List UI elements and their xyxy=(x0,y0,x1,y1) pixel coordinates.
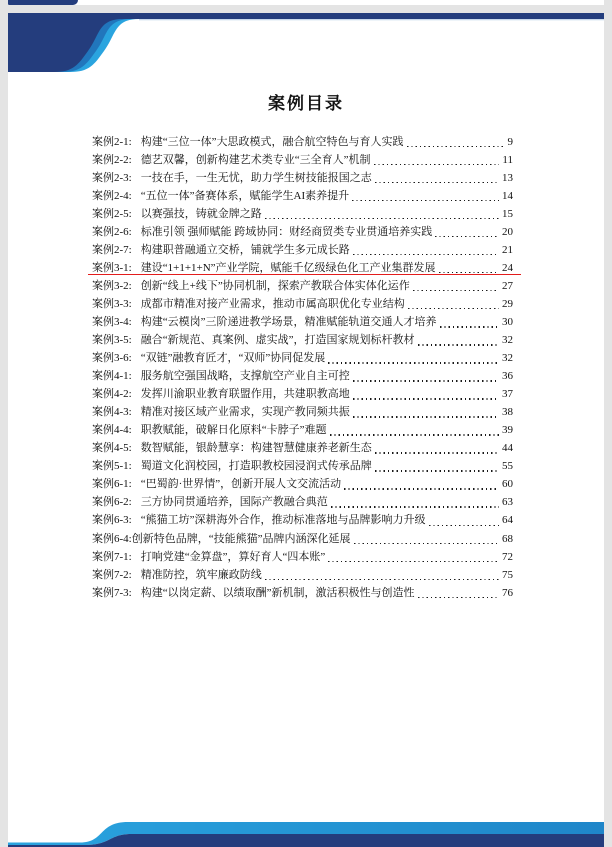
toc-row xyxy=(92,205,513,223)
toc-row-title: 发挥川渝职业教育联盟作用，共建职教高地 xyxy=(140,388,350,401)
leader-dots xyxy=(374,164,500,166)
toc-row xyxy=(92,259,513,277)
toc-row-label: 案例2-7: xyxy=(92,243,132,256)
toc-row-page-number: 55 xyxy=(502,460,513,473)
leader-dots xyxy=(439,272,499,274)
toc-row xyxy=(92,439,513,457)
toc-row-page-number: 39 xyxy=(502,424,513,437)
leader-dots xyxy=(413,290,499,292)
toc-row xyxy=(92,457,513,475)
leader-dots xyxy=(354,543,500,545)
toc-list xyxy=(92,133,513,602)
leader-dots xyxy=(407,146,505,148)
leader-dots xyxy=(330,434,500,436)
toc-row xyxy=(92,385,513,403)
toc-row-page-number: 27 xyxy=(502,279,513,292)
toc-row-label: 案例3-2: xyxy=(92,279,132,292)
toc-row-title: 打响党建“金算盘”，算好育人“四本账” xyxy=(140,550,326,563)
toc-row-label: 案例3-6: xyxy=(92,352,132,365)
leader-dots xyxy=(331,506,499,508)
toc-row-page-number: 9 xyxy=(507,135,513,148)
leader-dots xyxy=(353,398,499,400)
toc-row xyxy=(92,584,513,602)
toc-row-title: 德艺双馨，创新构建艺术类专业“三全育人”机制 xyxy=(140,153,371,166)
toc-row-page-number: 29 xyxy=(502,297,513,310)
toc-row-title: 成都市精准对接产业需求，推动市属高职优化专业结构 xyxy=(140,297,405,310)
toc-row-title: 融合“新规范、真案例、虚实战”，打造国家规划标杆教材 xyxy=(140,334,415,347)
toc-row-label: 案例2-6: xyxy=(92,225,132,238)
previous-page-edge xyxy=(8,0,604,5)
document-page xyxy=(8,13,604,847)
toc-row-label: 案例3-4: xyxy=(92,315,132,328)
leader-dots xyxy=(375,182,499,184)
toc-row-page-number: 60 xyxy=(502,478,513,491)
toc-row-title: 构建“以岗定薪、以绩取酬”新机制，激活积极性与创造性 xyxy=(140,586,415,599)
toc-row-page-number: 75 xyxy=(502,568,513,581)
page-title: 案例目录 xyxy=(268,94,344,113)
toc-row-page-number: 72 xyxy=(502,550,513,563)
toc-row-title: “巴蜀韵·世界情”，创新开展人文交流活动 xyxy=(140,478,342,491)
toc-row-page-number: 38 xyxy=(502,406,513,419)
previous-page-footer-swoosh-tail xyxy=(8,0,78,5)
toc-row-page-number: 32 xyxy=(502,352,513,365)
toc-row-title: “五位一体”备赛体系，赋能学生AI素养提升 xyxy=(140,189,350,202)
toc-row-page-number: 63 xyxy=(502,496,513,509)
toc-row-label: 案例7-3: xyxy=(92,586,132,599)
toc-row xyxy=(92,493,513,511)
toc-row-title: 构建“云模岗”三阶递进教学场景，精准赋能轨道交通人才培养 xyxy=(140,315,437,328)
toc-row-page-number: 14 xyxy=(502,189,513,202)
toc-row-title: 创新特色品牌，“技能熊猫”品牌内涵深化延展 xyxy=(131,532,351,545)
toc-row xyxy=(92,511,513,529)
leader-dots xyxy=(440,326,500,328)
toc-row-label: 案例3-5: xyxy=(92,334,132,347)
leader-dots xyxy=(328,561,499,563)
toc-row-title: “熊猫工坊”深耕海外合作，推动标准落地与品牌影响力升级 xyxy=(140,514,426,527)
toc-row-label: 案例2-1: xyxy=(92,135,132,148)
toc-row-title: 数智赋能，银龄慧享：构建智慧健康养老新生态 xyxy=(140,442,372,455)
toc-row-page-number: 44 xyxy=(502,442,513,455)
toc-row-page-number: 11 xyxy=(502,153,513,166)
toc-row-title: 构建职普融通立交桥，铺就学生多元成长路 xyxy=(140,243,350,256)
toc-row xyxy=(92,349,513,367)
leader-dots xyxy=(344,488,499,490)
footer-swoosh xyxy=(8,821,604,847)
header-swoosh xyxy=(8,13,604,73)
toc-row xyxy=(92,223,513,241)
toc-row-label: 案例4-3: xyxy=(92,406,132,419)
toc-row xyxy=(92,367,513,385)
toc-row-page-number: 32 xyxy=(502,334,513,347)
leader-dots xyxy=(435,236,499,238)
toc-row-label: 案例7-2: xyxy=(92,568,132,581)
toc-row-title: 一技在手，一生无忧，助力学生树技能报国之志 xyxy=(140,171,372,184)
toc-row xyxy=(92,403,513,421)
leader-dots xyxy=(353,380,499,382)
leader-dots xyxy=(353,416,499,418)
toc-row xyxy=(92,421,513,439)
toc-row-title: 创新“线上+线下”协同机制，探索产教联合体实体化运作 xyxy=(140,279,410,292)
toc-row-page-number: 37 xyxy=(502,388,513,401)
toc-row xyxy=(92,313,513,331)
toc-row-label: 案例5-1: xyxy=(92,460,132,473)
toc-row-title: 服务航空强国战略，支撑航空产业自主可控 xyxy=(140,370,350,383)
toc-row-label: 案例3-3: xyxy=(92,297,132,310)
toc-row-title: 精准对接区域产业需求，实现产教同频共振 xyxy=(140,406,350,419)
toc-row-page-number: 15 xyxy=(502,207,513,220)
leader-dots xyxy=(408,308,499,310)
toc-row-title: 职教赋能，破解日化原料“卡脖子”难题 xyxy=(140,424,327,437)
toc-row-title: 精准防控，筑牢廉政防线 xyxy=(140,568,262,581)
toc-row-page-number: 36 xyxy=(502,370,513,383)
toc-row xyxy=(92,530,513,548)
leader-dots xyxy=(429,525,500,527)
toc-row xyxy=(92,295,513,313)
toc-row xyxy=(92,241,513,259)
toc-row-title: 标准引领 强师赋能 跨域协同：财经商贸类专业贯通培养实践 xyxy=(140,225,433,238)
toc-row-label: 案例2-4: xyxy=(92,189,132,202)
toc-row-page-number: 30 xyxy=(502,315,513,328)
leader-dots xyxy=(375,452,499,454)
leader-dots xyxy=(418,597,500,599)
toc-row-page-number: 64 xyxy=(502,514,513,527)
toc-row xyxy=(92,566,513,584)
toc-row xyxy=(92,187,513,205)
toc-row-page-number: 20 xyxy=(502,225,513,238)
toc-row xyxy=(92,133,513,151)
leader-dots xyxy=(352,200,499,202)
toc-row-label: 案例3-1: xyxy=(92,261,132,274)
toc-row-label: 案例2-3: xyxy=(92,171,132,184)
toc-row-page-number: 21 xyxy=(502,243,513,256)
leader-dots xyxy=(265,218,499,220)
leader-dots xyxy=(265,579,499,581)
leader-dots xyxy=(375,470,499,472)
toc-row xyxy=(92,331,513,349)
toc-row-title: 蜀道文化润校园，打造职教校园浸润式传承品牌 xyxy=(140,460,372,473)
toc-row-title: 建设“1+1+1+N”产业学院，赋能千亿级绿色化工产业集群发展 xyxy=(140,261,436,274)
toc-row-label: 案例2-2: xyxy=(92,153,132,166)
toc-row-title: 以赛强技，铸就金牌之路 xyxy=(140,207,262,220)
toc-row-label: 案例6-3: xyxy=(92,514,132,527)
toc-row-page-number: 76 xyxy=(502,586,513,599)
toc-row xyxy=(92,277,513,295)
leader-dots xyxy=(418,344,500,346)
toc-row-page-number: 68 xyxy=(502,532,513,545)
toc-row-label: 案例7-1: xyxy=(92,550,132,563)
toc-row-label: 案例6-2: xyxy=(92,496,132,509)
toc-row xyxy=(92,151,513,169)
toc-row-label: 案例4-1: xyxy=(92,370,132,383)
toc-row-title: 构建“三位一体”大思政模式，融合航空特色与育人实践 xyxy=(140,135,404,148)
toc-row-title: 三方协同贯通培养，国际产教融合典范 xyxy=(140,496,328,509)
toc-row-page-number: 13 xyxy=(502,171,513,184)
toc-row xyxy=(92,169,513,187)
toc-row-label: 案例4-2: xyxy=(92,388,132,401)
toc-row-label: 案例4-4: xyxy=(92,424,132,437)
toc-row-label: 案例6-1: xyxy=(92,478,132,491)
leader-dots xyxy=(328,362,499,364)
toc-row xyxy=(92,548,513,566)
toc-row xyxy=(92,475,513,493)
toc-row-label: 案例6-4: xyxy=(92,532,132,545)
toc-row-label: 案例4-5: xyxy=(92,442,132,455)
toc-row-page-number: 24 xyxy=(502,261,513,274)
toc-row-label: 案例2-5: xyxy=(92,207,132,220)
toc-row-title: “双链”融教育匠才，“双师”协同促发展 xyxy=(140,352,326,365)
leader-dots xyxy=(353,254,499,256)
